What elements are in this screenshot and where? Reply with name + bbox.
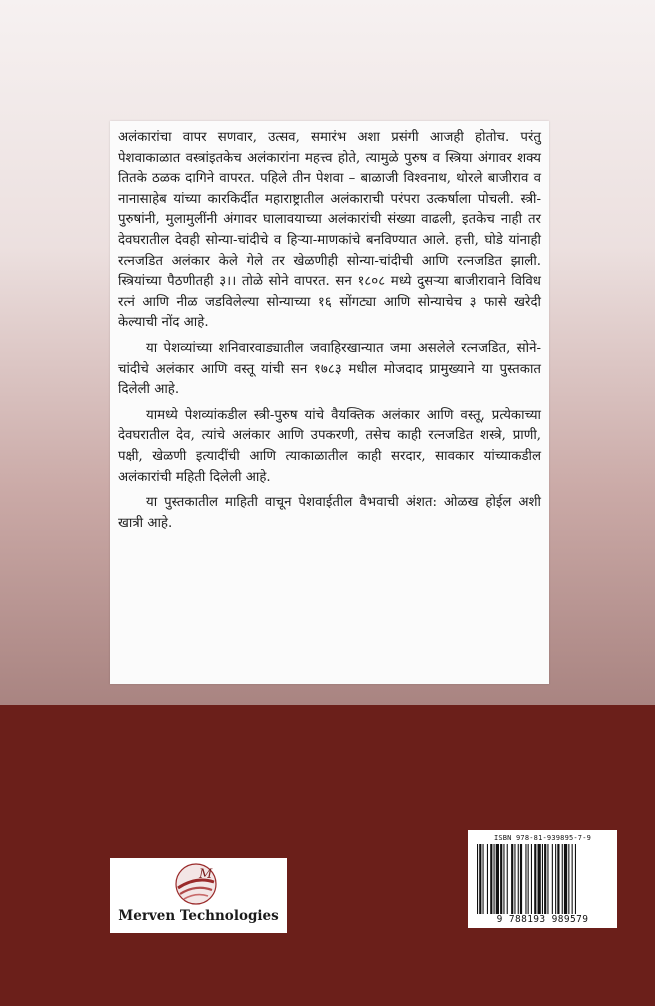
barcode-bar	[490, 844, 492, 914]
barcode-bar	[496, 844, 499, 914]
barcode-bar	[575, 844, 576, 914]
barcode-bar	[547, 844, 548, 914]
barcode-bar	[528, 844, 529, 914]
barcode-bar	[564, 844, 567, 914]
barcode-bar	[531, 844, 532, 914]
publisher-logo-box	[110, 858, 287, 933]
barcode-bar	[525, 844, 526, 914]
barcode-bar	[477, 844, 478, 914]
isbn-label: ISBN 978-81-939895-7-9	[493, 834, 592, 842]
barcode-bar	[568, 844, 569, 914]
barcode-bar	[503, 844, 504, 914]
barcode-bar	[514, 844, 515, 914]
ean-digits: 9 788193 989579	[496, 914, 589, 925]
barcode-bar	[500, 844, 502, 914]
barcode-bar	[507, 844, 508, 914]
barcode-bar	[538, 844, 541, 914]
barcode-bar	[518, 844, 519, 914]
barcode-bar	[534, 844, 536, 914]
barcode-bar	[557, 844, 559, 914]
barcode-bar	[483, 844, 484, 914]
description-paragraph-2: या पेशव्यांच्या शनिवारवाड्यातील जवाहिरखान्यात जमा असलेले रत्नजडित, सोने-चांदीचे अलंकार आणि वस्तू यांची सन १७८३ मधील मोजदाद प्रामुख्याने या पुस्तकात दिलेली आहे.	[118, 340, 541, 398]
book-description-box	[110, 121, 549, 684]
isbn-barcode	[468, 830, 617, 928]
description-paragraph-4: या पुस्तकातील माहिती वाचून पेशवाईतील वैभवाची अंशत: ओळख होईल अशी खात्री आहे.	[118, 495, 541, 531]
barcode-bar	[479, 844, 481, 914]
barcode-bars	[477, 844, 611, 914]
svg-text:M: M	[199, 867, 213, 882]
barcode-bar	[572, 844, 573, 914]
barcode-bar	[555, 844, 556, 914]
publisher-name: Merven Technologies	[118, 908, 279, 924]
description-paragraph-1: अलंकारांचा वापर सणवार, उत्सव, समारंभ अशा प्रसंगी आजही होतोच. परंतु पेशवाकाळात वस्त्रांइतकेच अलंकारांना महत्त्व होते, त्यामुळे पुरुष व स्त्रिया अंगावर शक्य तितके ठळक दागिने वापरत. पहिले तीन पेशवा – बाळाजी विश्वनाथ, थोरले बाजीराव व नानासाहेब यांच्या कारकिर्दीत महाराष्ट्रातील अलंकाराची परंपरा उत्कर्षाला पोचली. स्त्री-पुरुषांनी, मुलामुलींनी अंगावर घालावयाच्या अलंकारांची संख्या वाढली, इतकेच नाही तर देवघरातील देवही सोन्या-चांदीचे व हिऱ्या-माणकांचे बनविण्यात आले. हत्ती, घोडे यांनाही रत्नजडित अलंकार केले गेले तर खेळणीही सोन्या-चांदीची आणि रत्नजडित झाली. स्त्रियांच्या पैठणीतही ३।। तोळे सोने वापरत. सन १८०८ मध्ये दुसऱ्या बाजीरावाने विविध रत्नं आणि नीळ जडविलेल्या सोन्याच्या १६ सोंगट्या आणि सोन्याचेच ३ फासे खरेदी केल्याची नोंद आहे.	[118, 130, 541, 331]
merven-logo-icon	[174, 862, 218, 906]
barcode-bar	[544, 844, 546, 914]
barcode-bar	[520, 844, 522, 914]
barcode-bar	[487, 844, 488, 914]
barcode-bar	[494, 844, 495, 914]
description-paragraph-3: यामध्ये पेशव्यांकडील स्त्री-पुरुष यांचे वैयक्तिक अलंकार आणि वस्तू, प्रत्येकाच्या देवघरातील देव, त्यांचे अलंकार आणि उपकरणी, तसेच काही रत्नजडित शस्त्रे, प्राणी, पक्षी, खेळणी इत्यादींची आणि त्याकाळातील काही सरदार, सावकार यांच्याकडील अलंकारांची महिती दिलेली आहे.	[118, 407, 541, 485]
barcode-bar	[542, 844, 543, 914]
barcode-bar	[562, 844, 563, 914]
barcode-bar	[552, 844, 553, 914]
barcode-bar	[511, 844, 513, 914]
